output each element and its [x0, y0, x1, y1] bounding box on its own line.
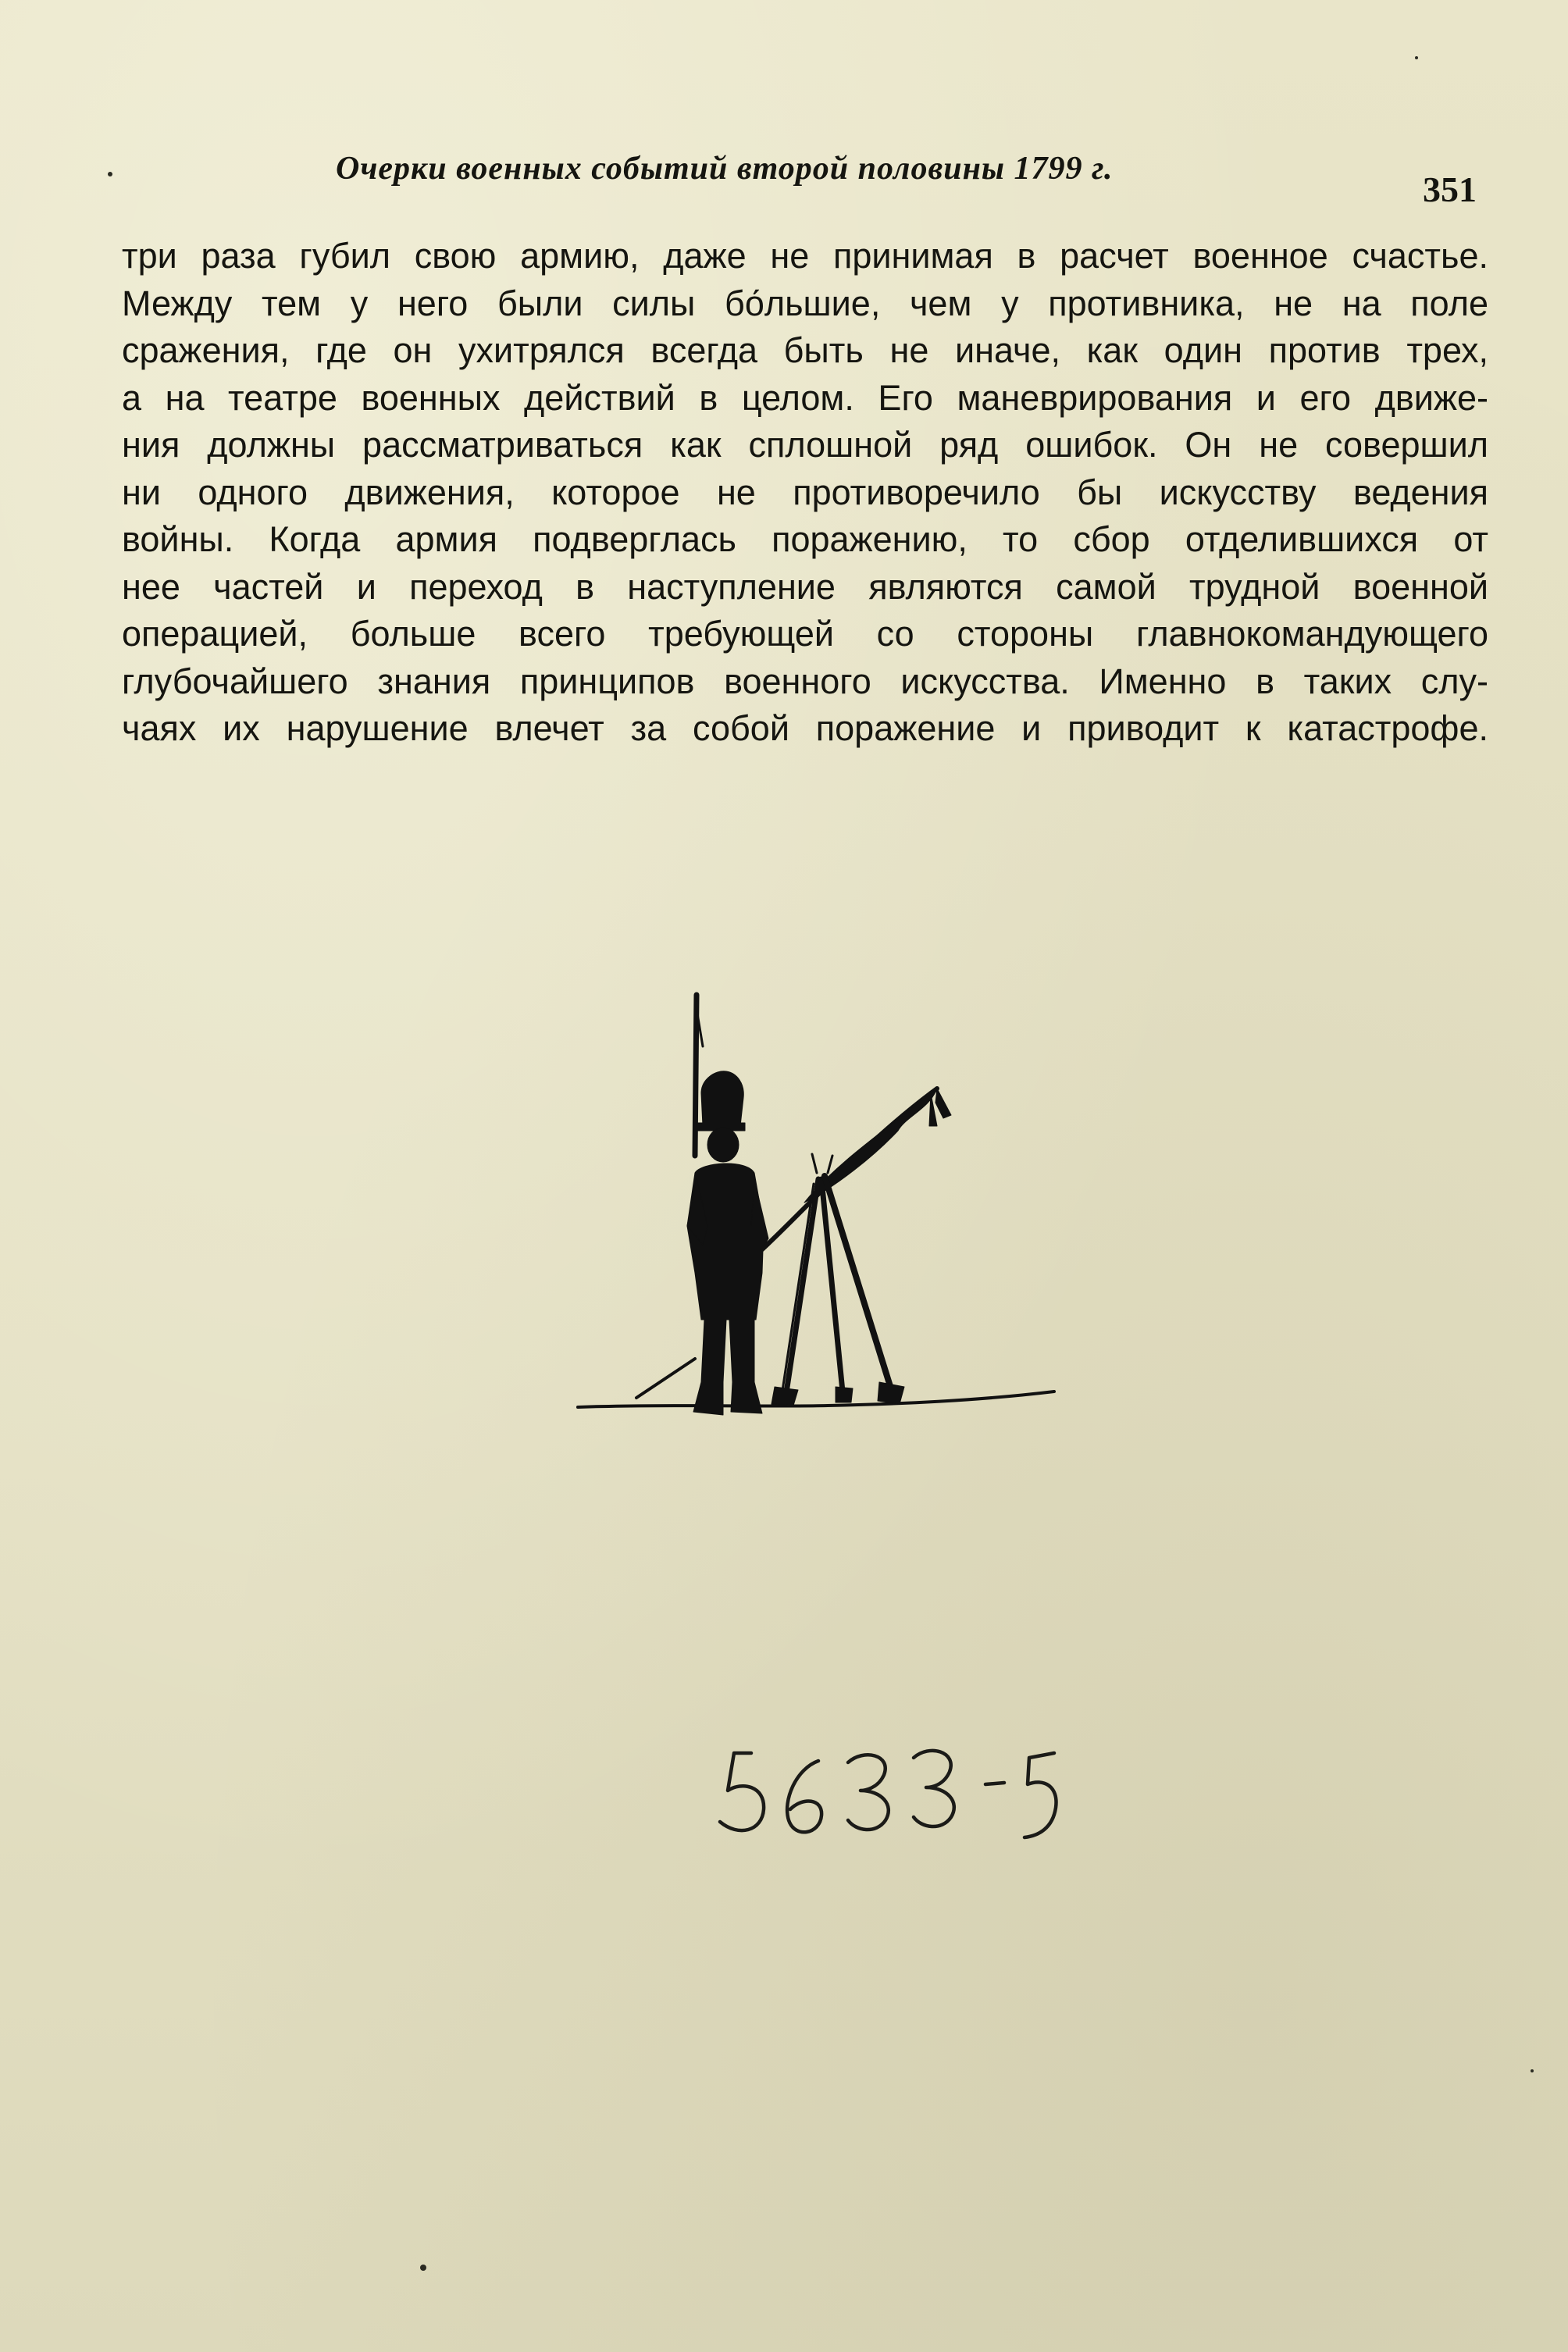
text-line: ни одного движения, которое не противоречило бы искусству ведения — [122, 472, 1488, 512]
body-text — [122, 233, 1488, 753]
text-line: войны. Когда армия подверглась поражению, то сбор отделившихся от — [122, 519, 1488, 559]
paper-speck — [1531, 2069, 1534, 2072]
text-line: три раза губил свою армию, даже не принимая в расчет военное счастье. — [122, 236, 1488, 276]
text-line: а на театре военных действий в целом. Его маневрирования и его движе- — [122, 377, 1488, 418]
text-line: глубочайшего знания принципов военного искусства. Именно в таких слу- — [122, 661, 1488, 701]
text-line: сражения, где он ухитрялся всегда быть не иначе, как один против трех, — [122, 330, 1488, 370]
paper-speck — [1415, 56, 1418, 59]
running-head-title: Очерки военных событий второй половины 1799 г. — [336, 151, 1114, 187]
handwritten-inventory-number — [711, 1730, 1085, 1847]
paper-speck — [420, 2265, 426, 2271]
text-line: нее частей и переход в наступление являются самой трудной военной — [122, 566, 1488, 607]
text-line: чаях их нарушение влечет за собой поражение и приводит к катастрофе. — [122, 708, 1488, 748]
text-line: ния должны рассматриваться как сплошной ряд ошибок. Он не совершил — [122, 425, 1488, 465]
page-number: 351 — [1423, 169, 1477, 209]
text-line: операцией, больше всего требующей со стороны главнокомандующего — [122, 614, 1488, 654]
paper-speck — [108, 172, 112, 176]
text-line: Между тем у него были силы бо́льшие, чем у противника, не на поле — [122, 283, 1488, 323]
soldier-silhouette-with-stacked-rifles-icon — [570, 992, 1062, 1452]
